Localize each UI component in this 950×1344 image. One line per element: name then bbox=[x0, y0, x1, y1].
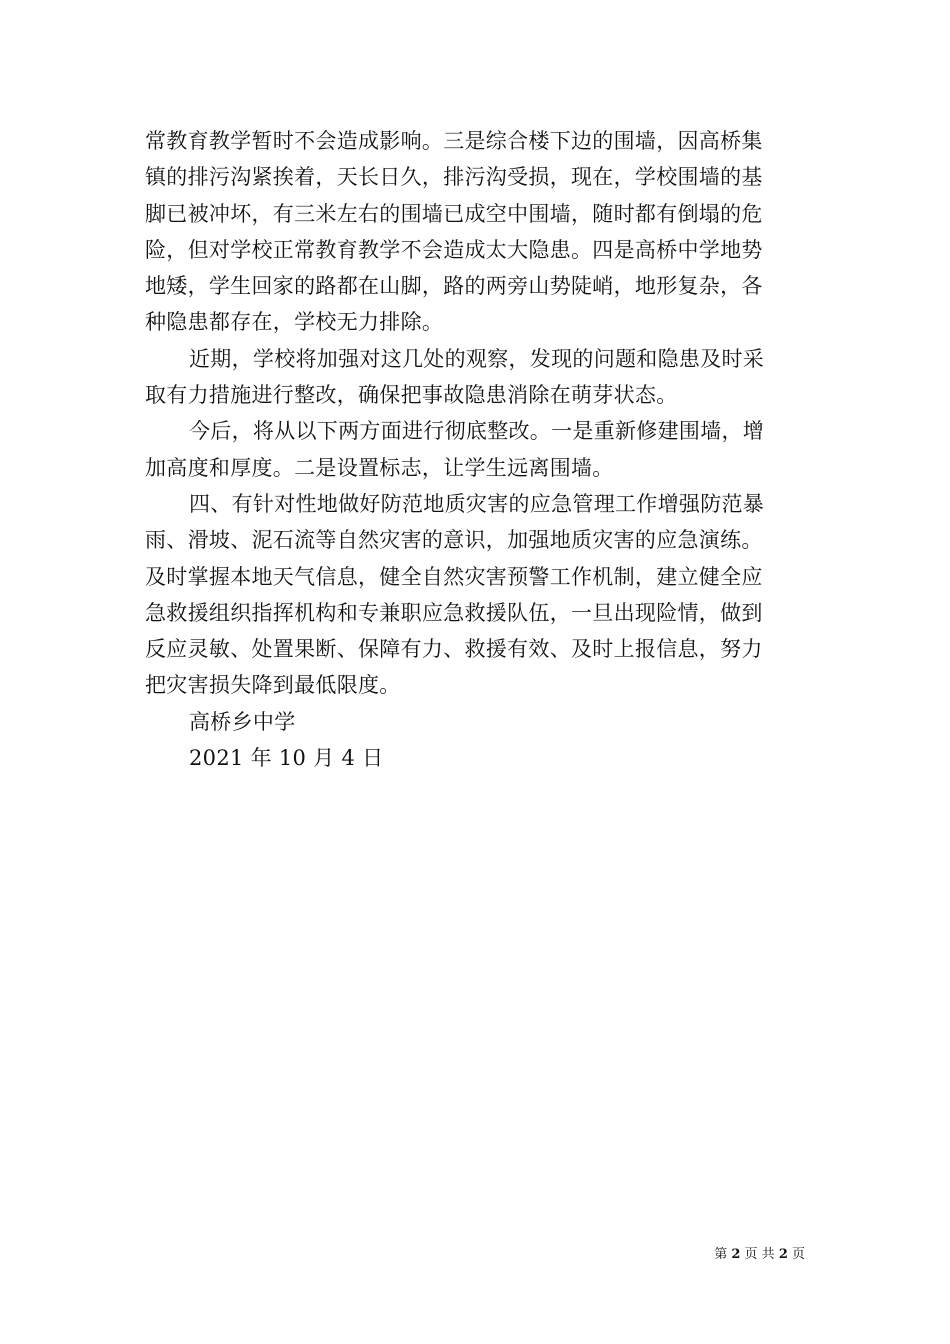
document-date: 2021 年 10 月 4 日 bbox=[189, 746, 384, 771]
body-line: 镇的排污沟紧挨着，天长日久，排污沟受损，现在，学校围墙的基 bbox=[145, 165, 763, 190]
body-line: 反应灵敏、处置果断、保障有力、救援有效、及时上报信息，努力 bbox=[145, 637, 763, 662]
body-line: 地矮，学生回家的路都在山脚，路的两旁山势陡峭，地形复杂，各 bbox=[145, 274, 763, 299]
body-line: 雨、滑坡、泥石流等自然灾害的意识，加强地质灾害的应急演练。 bbox=[145, 528, 763, 553]
body-line: 种隐患都存在，学校无力排除。 bbox=[145, 310, 444, 335]
footer-prefix: 第 bbox=[714, 1247, 732, 1262]
footer-suffix: 页 bbox=[787, 1247, 805, 1262]
body-line: 把灾害损失降到最低限度。 bbox=[145, 673, 401, 698]
body-line: 及时掌握本地天气信息，健全自然灾害预警工作机制，建立健全应 bbox=[145, 564, 763, 589]
current-page-number: 2 bbox=[731, 1247, 741, 1262]
body-line: 加高度和厚度。二是设置标志，让学生远离围墙。 bbox=[145, 455, 614, 480]
body-line: 近期，学校将加强对这几处的观察，发现的问题和隐患及时采 bbox=[189, 346, 765, 371]
body-line: 四、有针对性地做好防范地质灾害的应急管理工作增强防范暴 bbox=[189, 491, 765, 516]
total-page-count: 2 bbox=[778, 1247, 788, 1262]
signature: 高桥乡中学 bbox=[189, 709, 296, 734]
body-line: 脚已被冲坏，有三米左右的围墙已成空中围墙，随时都有倒塌的危 bbox=[145, 201, 763, 226]
page-footer bbox=[714, 1246, 805, 1264]
body-line: 今后，将从以下两方面进行彻底整改。一是重新修建围墙，增 bbox=[189, 419, 765, 444]
body-line: 急救援组织指挥机构和专兼职应急救援队伍，一旦出现险情，做到 bbox=[145, 600, 763, 625]
document-body bbox=[145, 123, 807, 776]
footer-middle: 页 共 bbox=[740, 1247, 779, 1262]
body-line: 常教育教学暂时不会造成影响。三是综合楼下边的围墙，因高桥集 bbox=[145, 129, 763, 153]
body-line: 险，但对学校正常教育教学不会造成太大隐患。四是高桥中学地势 bbox=[145, 237, 763, 262]
body-line: 取有力措施进行整改，确保把事故隐患消除在萌芽状态。 bbox=[145, 383, 678, 408]
